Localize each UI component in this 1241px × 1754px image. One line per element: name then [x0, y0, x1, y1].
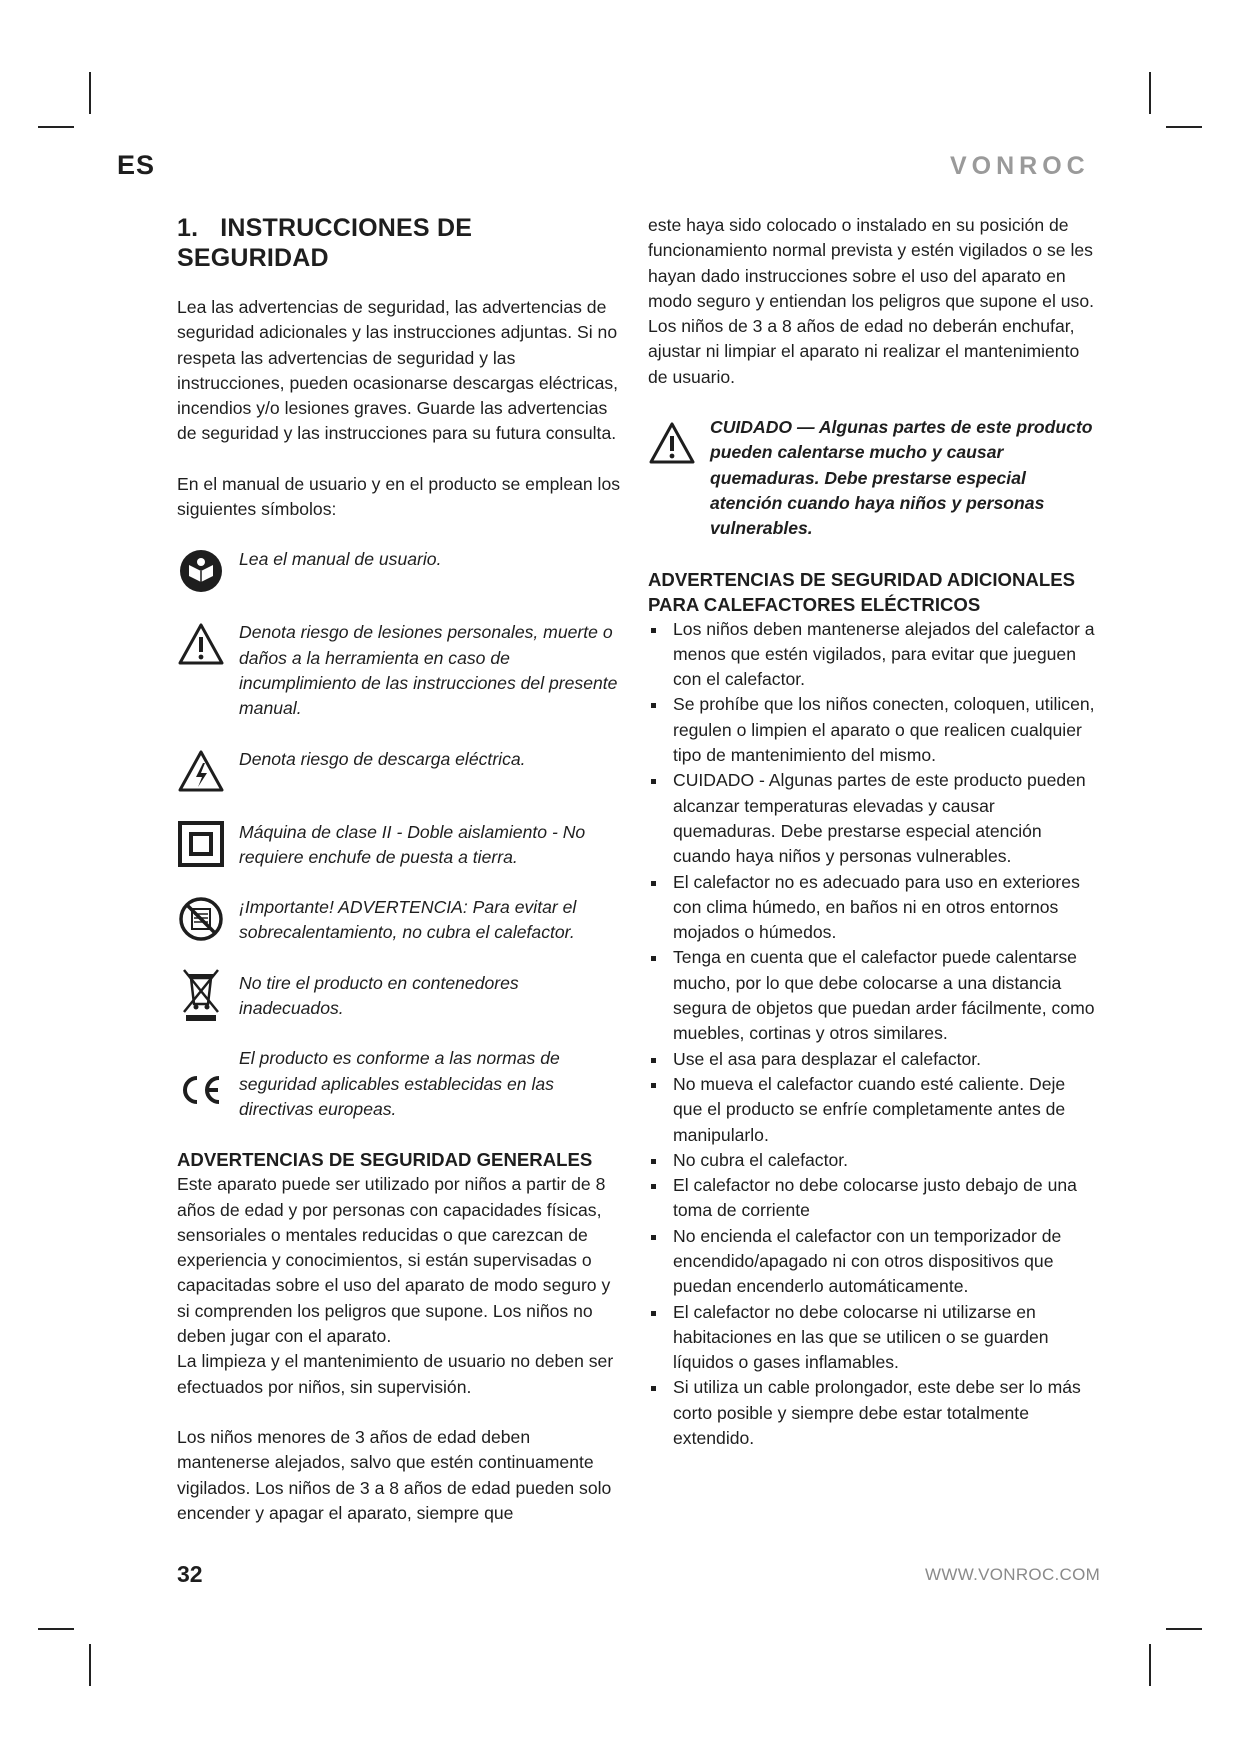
warning-triangle-icon: [177, 620, 225, 668]
symbol-row: [177, 747, 625, 795]
list-item: Tenga en cuenta que el calefactor puede calentarse mucho, por lo que debe colocarse a una distancia segura de objetos que puedan arder fácilmente, como muebles, cortinas y otros similares.: [648, 945, 1098, 1046]
section-title: INSTRUCCIONES DE SEGURIDAD: [177, 214, 473, 272]
crop-mark: [89, 72, 91, 114]
symbol-row: [177, 895, 625, 946]
class-ii-icon: [177, 820, 225, 868]
list-item: El calefactor no debe colocarse justo debajo de una toma de corriente: [648, 1173, 1098, 1224]
symbol-description: Denota riesgo de lesiones personales, muerte o daños a la herramienta en caso de incumplimiento de las instrucciones del presente manual.: [239, 622, 618, 719]
intro-paragraph: Lea las advertencias de seguridad, las advertencias de seguridad adicionales y las instrucciones adjuntas. Si no respeta las advertencias de seguridad y las instrucciones, pueden ocasionarse descargas eléctricas, incendios y/o lesiones graves. Guarde las advertencias de seguridad y las instrucciones para su futura consulta.: [177, 297, 619, 444]
list-item: Los niños deben mantenerse alejados del calefactor a menos que estén vigilados, para evitar que jueguen con el calefactor.: [648, 617, 1098, 693]
symbol-description: ¡Importante! ADVERTENCIA: Para evitar el sobrecalentamiento, no cubra el calefactor.: [239, 897, 577, 943]
list-item: Si utiliza un cable prolongador, este debe ser lo más corto posible y siempre debe estar totalmente extendido.: [648, 1375, 1098, 1451]
symbol-row: [177, 971, 625, 1022]
symbol-row: [177, 547, 625, 595]
list-item: No mueva el calefactor cuando esté caliente. Deje que el producto se enfríe completamente antes de manipularlo.: [648, 1072, 1098, 1148]
list-item: CUIDADO - Algunas partes de este producto pueden alcanzar temperaturas elevadas y causar quemaduras. Debe prestarse especial atención cuando haya niños y personas vulnerables.: [648, 768, 1098, 869]
symbols-intro: En el manual de usuario y en el producto se emplean los siguientes símbolos:: [177, 473, 621, 520]
symbol-description: El producto es conforme a las normas de seguridad aplicables establecidas en las directivas europeas.: [239, 1048, 560, 1119]
warning-triangle-icon: [648, 419, 696, 467]
do-not-cover-icon: [177, 895, 225, 943]
list-item: Se prohíbe que los niños conecten, coloquen, utilicen, regulen o limpien el aparato o que realicen cualquier tipo de mantenimiento del mismo.: [648, 692, 1098, 768]
additional-warnings-list: [648, 617, 1098, 1452]
ce-mark-icon: [177, 1066, 225, 1114]
electric-shock-icon: [177, 747, 225, 795]
general-paragraph-1: Este aparato puede ser utilizado por niños a partir de 8 años de edad y por personas con capacidades físicas, sensoriales o mentales reducidas o que carezcan de experiencia y conocimientos, si están supervisadas o capacitadas sobre el uso del aparato de modo seguro y si comprenden los peligros que supone. Los niños no deben jugar con el aparato.: [177, 1174, 611, 1347]
list-item: No encienda el calefactor con un temporizador de encendido/apagado ni con otros dispositivos que puedan encenderlo automáticamente.: [648, 1224, 1098, 1300]
brand-logo: VONROC: [950, 152, 1090, 180]
crop-mark: [1149, 1644, 1151, 1686]
list-item: El calefactor no debe colocarse ni utilizarse en habitaciones en las que se utilicen o se guarden líquidos o gases inflamables.: [648, 1300, 1098, 1376]
symbol-description: Denota riesgo de descarga eléctrica.: [239, 748, 526, 769]
caution-text: CUIDADO — Algunas partes de este producto pueden calentarse mucho y causar quemaduras. Debe prestarse especial atención cuando haya niños y personas vulnerables.: [710, 417, 1093, 539]
section-number: 1.: [177, 214, 199, 242]
weee-bin-icon: [177, 971, 225, 1019]
right-column: [648, 213, 1098, 1451]
symbol-description: Lea el manual de usuario.: [239, 549, 442, 570]
crop-mark: [89, 1644, 91, 1686]
caution-box: [648, 415, 1098, 541]
crop-mark: [1149, 72, 1151, 114]
read-manual-icon: [177, 547, 225, 595]
website-url: WWW.VONROC.COM: [925, 1565, 1101, 1584]
page-number: 32: [177, 1561, 203, 1587]
general-paragraph-2: La limpieza y el mantenimiento de usuario no deben ser efectuados por niños, sin supervisión.: [177, 1351, 614, 1397]
crop-mark: [38, 126, 74, 128]
list-item: Use el asa para desplazar el calefactor.: [648, 1047, 1098, 1072]
general-warnings-heading: ADVERTENCIAS DE SEGURIDAD GENERALES: [177, 1149, 593, 1171]
additional-warnings-heading: ADVERTENCIAS DE SEGURIDAD ADICIONALES PARA CALEFACTORES ELÉCTRICOS: [648, 568, 1076, 615]
symbol-description: No tire el producto en contenedores inadecuados.: [239, 972, 519, 1019]
section-heading: [177, 213, 625, 273]
continuation-paragraph: este haya sido colocado o instalado en su posición de funcionamiento normal prevista y estén vigilados o se les hayan dado instrucciones sobre el uso del aparato en modo seguro y entiendan los peligros que supone el uso. Los niños de 3 a 8 años de edad no deberán enchufar, ajustar ni limpiar el aparato ni realizar el mantenimiento de usuario.: [648, 215, 1095, 387]
symbol-row: [177, 820, 625, 871]
list-item: El calefactor no es adecuado para uso en exteriores con clima húmedo, en baños ni en otros entornos mojados o húmedos.: [648, 870, 1098, 946]
crop-mark: [1166, 1628, 1202, 1630]
symbol-row: [177, 1046, 625, 1122]
language-code: ES: [117, 150, 156, 180]
left-column: [177, 213, 625, 1526]
general-paragraph-3: Los niños menores de 3 años de edad deben mantenerse alejados, salvo que estén continuamente vigilados. Los niños de 3 a 8 años de edad pueden solo encender y apagar el aparato, siempre que: [177, 1426, 612, 1523]
symbol-row: [177, 620, 625, 721]
list-item: No cubra el calefactor.: [648, 1148, 1098, 1173]
crop-mark: [1166, 126, 1202, 128]
crop-mark: [38, 1628, 74, 1630]
symbol-description: Máquina de clase II - Doble aislamiento - No requiere enchufe de puesta a tierra.: [239, 821, 586, 867]
